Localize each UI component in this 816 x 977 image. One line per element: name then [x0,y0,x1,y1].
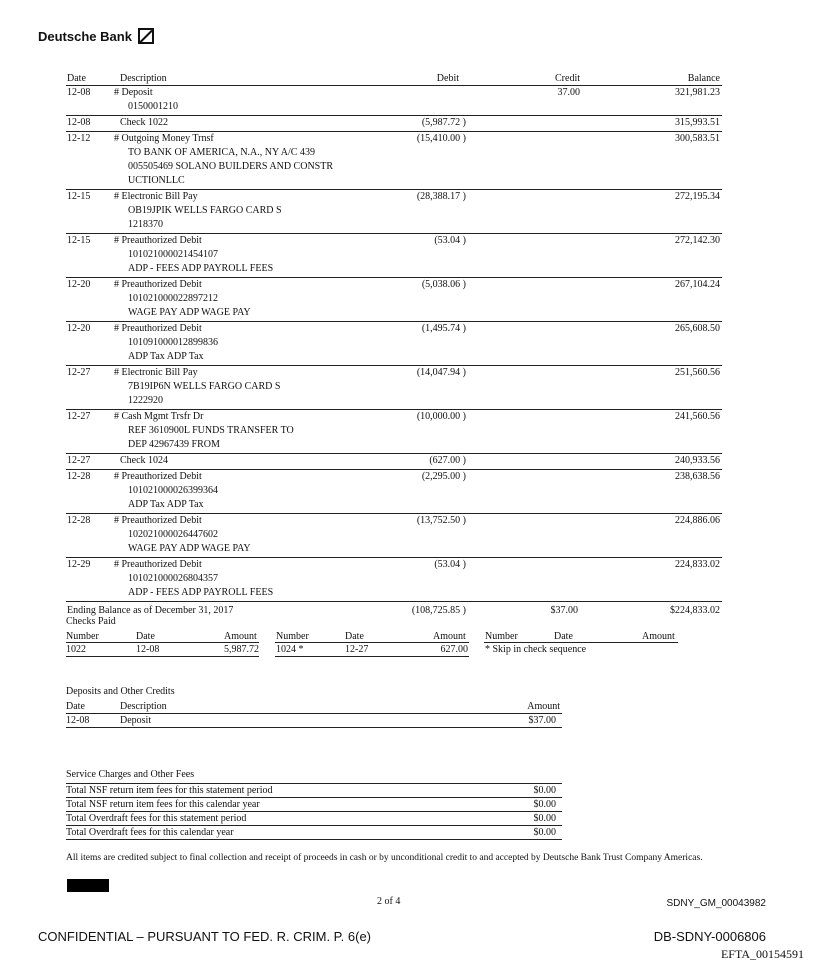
transaction-detail-line: OB19JPIK WELLS FARGO CARD S [128,205,282,216]
transaction-row [66,234,722,278]
transaction-balance: 300,583.51 [675,133,720,144]
check-1-number: 1022 [66,644,86,655]
check-2-date: 12-27 [345,644,369,655]
ending-balance-credit: $37.00 [550,605,578,616]
ending-balance-debit: (108,725.85 ) [411,605,466,616]
transaction-balance: 251,560.56 [675,367,720,378]
fees-title: Service Charges and Other Fees [66,769,195,780]
transaction-description [114,278,722,320]
transaction-balance: 238,638.56 [675,471,720,482]
transaction-date: 12-27 [67,455,91,466]
transaction-date: 12-27 [67,367,91,378]
checks-paid-header [66,630,678,643]
transaction-detail-line: ADP Tax ADP Tax [128,351,204,362]
transaction-detail-line: ADP - FEES ADP PAYROLL FEES [128,587,274,598]
transaction-type: # Preauthorized Debit [114,471,202,482]
redaction-block [67,879,109,892]
transaction-row [66,514,722,558]
transaction-detail-line: 7B19IP6N WELLS FARGO CARD S [128,381,281,392]
transaction-type: Check 1022 [120,117,169,128]
fee-label: Total NSF return item fees for this statement period [66,785,273,796]
fees-table [66,783,562,840]
collection-disclaimer: All items are credited subject to final collection and receipt of proceeds in cash or by unconditional credit to and accepted by Deutsche Bank Trust Company Americas. [66,853,703,863]
transaction-detail-line: REF 3610900L FUNDS TRANSFER TO [128,425,294,436]
checks-paid-row [66,643,678,657]
check-3-amount-header: Amount [642,631,675,642]
ending-balance-row [66,602,722,618]
checks-paid-table [66,630,678,657]
transaction-type: Check 1024 [120,455,169,466]
transaction-date: 12-20 [67,323,91,334]
transaction-detail-line: 101021000026804357 [128,573,218,584]
col-date-header: Date [67,73,86,84]
transaction-detail-line: 101091000012899836 [128,337,218,348]
ending-balance-label: Ending Balance as of December 31, 2017 [67,605,234,616]
transaction-detail-line: 1218370 [128,219,163,230]
transactions-table [66,72,722,618]
transaction-debit: (14,047.94 ) [416,367,466,378]
bank-name: Deutsche Bank [38,28,132,44]
transaction-row [66,116,722,132]
fee-label: Total Overdraft fees for this statement period [66,813,247,824]
transaction-debit: (15,410.00 ) [416,133,466,144]
fee-row [66,826,562,840]
transaction-debit: (1,495.74 ) [421,323,466,334]
transaction-detail-line: ADP Tax ADP Tax [128,499,204,510]
transaction-date: 12-29 [67,559,91,570]
transaction-detail-line: UCTIONLLC [128,175,185,186]
ending-balance-amount: $224,833.02 [670,605,720,616]
transaction-balance: 241,560.56 [675,411,720,422]
check-1-amount: 5,987.72 [224,644,259,655]
transaction-date: 12-08 [67,117,91,128]
fee-label: Total Overdraft fees for this calendar year [66,827,234,838]
transaction-detail-line: 101021000021454107 [128,249,218,260]
transaction-date: 12-08 [67,87,91,98]
transaction-balance: 224,833.02 [675,559,720,570]
transactions-header [66,72,722,86]
transaction-type: # Electronic Bill Pay [114,367,198,378]
transaction-detail-line: 101021000022897212 [128,293,218,304]
transaction-type: # Outgoing Money Trnsf [114,133,214,144]
transaction-detail-line: DEP 42967439 FROM [128,439,220,450]
check-2-date-header: Date [345,631,364,642]
deposits-header [66,700,562,714]
check-1-date: 12-08 [136,644,160,655]
deposits-amount-header: Amount [527,701,560,712]
transaction-balance: 265,608.50 [675,323,720,334]
deposit-date: 12-08 [66,715,90,726]
transaction-debit: (28,388.17 ) [416,191,466,202]
transaction-balance: 267,104.24 [675,279,720,290]
transaction-debit: (627.00 ) [429,455,466,466]
fee-amount: $0.00 [533,813,556,824]
transaction-type: # Electronic Bill Pay [114,191,198,202]
check-3-number-header: Number [485,631,518,642]
transaction-detail-line: ADP - FEES ADP PAYROLL FEES [128,263,274,274]
transaction-row [66,132,722,190]
transaction-row [66,366,722,410]
transaction-credit: 37.00 [557,87,580,98]
transaction-detail-line: WAGE PAY ADP WAGE PAY [128,307,251,318]
transaction-balance: 272,142.30 [675,235,720,246]
transaction-balance: 272,195.34 [675,191,720,202]
transaction-debit: (5,987.72 ) [421,117,466,128]
transaction-row [66,454,722,470]
transaction-type: # Preauthorized Debit [114,559,202,570]
deposit-description: Deposit [120,715,152,726]
transaction-date: 12-12 [67,133,91,144]
transaction-date: 12-27 [67,411,91,422]
transaction-date: 12-15 [67,191,91,202]
transaction-balance: 224,886.06 [675,515,720,526]
fee-label: Total NSF return item fees for this calendar year [66,799,260,810]
transaction-row [66,86,722,116]
check-3-date-header: Date [554,631,573,642]
slash-box-logo-icon [138,28,154,44]
fee-amount: $0.00 [533,799,556,810]
bates-number: SDNY_GM_00043982 [666,898,766,909]
transaction-type: # Preauthorized Debit [114,515,202,526]
check-2-number: 1024 * [276,644,304,655]
transaction-detail-line: 0150001210 [128,101,178,112]
check-1-number-header: Number [66,631,99,642]
transaction-description [114,454,722,468]
fee-row [66,798,562,812]
col-description-header: Description [120,73,167,84]
transaction-debit: (2,295.00 ) [421,471,466,482]
bank-logo [38,28,154,44]
transaction-description [114,322,722,364]
transaction-row [66,278,722,322]
check-sequence-note: * Skip in check sequence [485,644,587,655]
transaction-balance: 321,981.23 [675,87,720,98]
transactions-body [66,86,722,602]
fee-row [66,783,562,798]
page-number: 2 of 4 [377,896,401,907]
transaction-date: 12-15 [67,235,91,246]
transaction-type: # Deposit [114,87,153,98]
transaction-date: 12-20 [67,279,91,290]
transaction-balance: 315,993.51 [675,117,720,128]
fee-row [66,812,562,826]
deposit-amount: $37.00 [528,715,556,726]
checks-paid-title: Checks Paid [66,616,116,627]
transaction-description [114,470,722,512]
transaction-debit: (10,000.00 ) [416,411,466,422]
transaction-description [114,234,722,276]
transaction-detail-line: WAGE PAY ADP WAGE PAY [128,543,251,554]
transaction-detail-line: 102021000026447602 [128,529,218,540]
transaction-detail-line: 005505469 SOLANO BUILDERS AND CONSTR [128,161,334,172]
transaction-row [66,470,722,514]
transaction-detail-line: 101021000026399364 [128,485,218,496]
transaction-type: # Preauthorized Debit [114,279,202,290]
db-sdny-number: DB-SDNY-0006806 [653,929,766,944]
transaction-description [114,558,722,600]
deposits-title: Deposits and Other Credits [66,686,175,697]
transaction-debit: (53.04 ) [434,559,466,570]
efta-number: EFTA_00154591 [720,947,804,961]
deposits-description-header: Description [120,701,167,712]
transaction-detail-line: 1222920 [128,395,163,406]
transaction-row [66,190,722,234]
transaction-row [66,558,722,602]
transaction-description [114,86,722,114]
transaction-type: # Preauthorized Debit [114,323,202,334]
deposit-row [66,714,562,728]
col-debit-header: Debit [436,73,459,84]
confidential-notice: CONFIDENTIAL – PURSUANT TO FED. R. CRIM. P. 6(e) [38,929,372,944]
transaction-type: # Preauthorized Debit [114,235,202,246]
deposits-date-header: Date [66,701,85,712]
check-1-amount-header: Amount [224,631,257,642]
fee-amount: $0.00 [533,827,556,838]
transaction-row [66,322,722,366]
transaction-debit: (5,038.06 ) [421,279,466,290]
transaction-description [114,116,722,130]
transaction-balance: 240,933.56 [675,455,720,466]
check-2-amount-header: Amount [433,631,466,642]
col-balance-header: Balance [687,73,720,84]
fee-amount: $0.00 [533,785,556,796]
transaction-debit: (13,752.50 ) [416,515,466,526]
col-credit-header: Credit [555,73,580,84]
transaction-date: 12-28 [67,515,91,526]
check-1-date-header: Date [136,631,155,642]
transaction-row [66,410,722,454]
transaction-debit: (53.04 ) [434,235,466,246]
check-2-number-header: Number [276,631,309,642]
transaction-date: 12-28 [67,471,91,482]
check-2-amount: 627.00 [440,644,468,655]
deposits-table [66,700,562,728]
transaction-type: # Cash Mgmt Trsfr Dr [114,411,204,422]
transaction-detail-line: TO BANK OF AMERICA, N.A., NY A/C 439 [128,147,315,158]
